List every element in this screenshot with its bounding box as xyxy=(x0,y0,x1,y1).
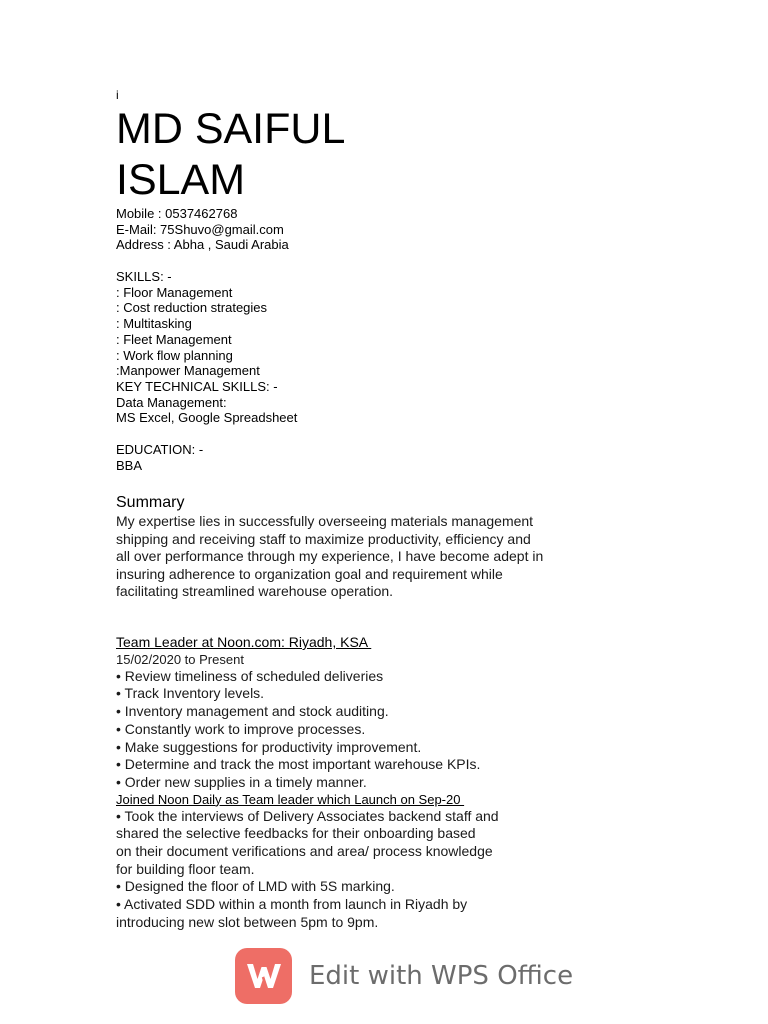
summary-body xyxy=(116,513,596,601)
technical-skill-item: Data Management: xyxy=(116,394,227,410)
skill-item: :Manpower Management xyxy=(116,363,260,379)
address-text: Address : Abha , Saudi Arabia xyxy=(116,237,289,253)
summary-line: My expertise lies in successfully overseeing materials management xyxy=(116,513,534,529)
job-bullet: • Determine and track the most important warehouse KPIs. xyxy=(116,756,481,773)
job-bullet: • Inventory management and stock auditing. xyxy=(116,703,389,720)
page-marker: i xyxy=(116,88,119,102)
skills-section xyxy=(116,269,297,426)
wps-logo-glyph xyxy=(245,961,283,991)
summary-line: insuring adherence to organization goal and requirement while xyxy=(116,565,503,582)
wps-edit-text[interactable]: Edit with WPS Office xyxy=(309,961,574,991)
job-bullet: • Constantly work to improve processes. xyxy=(116,720,366,737)
summary-title: Summary xyxy=(116,494,185,511)
job-bullet: • Make suggestions for productivity improvement. xyxy=(116,738,422,755)
wps-logo-icon[interactable] xyxy=(235,948,292,1004)
name-line-1: MD SAIFUL xyxy=(116,105,346,153)
candidate-name xyxy=(116,104,345,206)
job-sub-line: shared the selective feedbacks for their onboarding based xyxy=(116,825,476,842)
job-bullet: • Review timeliness of scheduled deliveries xyxy=(116,667,384,684)
experience-section xyxy=(116,634,586,932)
summary-line: all over performance through my experience, I have become adept in xyxy=(116,548,544,565)
skill-item: : Floor Management xyxy=(116,284,233,300)
wps-office-watermark[interactable] xyxy=(235,948,573,1004)
education-degree: BBA xyxy=(116,457,143,473)
job-sub-line: • Activated SDD within a month from launch in Riyadh by xyxy=(116,896,468,913)
job-sub-line: • Designed the floor of LMD with 5S marking. xyxy=(116,878,395,895)
skills-heading: SKILLS: - xyxy=(116,269,172,284)
job-sub-line: on their document verifications and area/ process knowledge xyxy=(116,843,493,860)
email-text: E-Mail: 75Shuvo@gmail.com xyxy=(116,221,284,237)
job-sub-line: introducing new slot between 5pm to 9pm. xyxy=(116,913,379,930)
education-section xyxy=(116,442,203,473)
contact-block xyxy=(116,206,289,253)
job-bullet: • Track Inventory levels. xyxy=(116,685,265,702)
summary-line: facilitating streamlined warehouse operation. xyxy=(116,583,394,600)
technical-skill-item: MS Excel, Google Spreadsheet xyxy=(116,410,298,426)
summary-line: shipping and receiving staff to maximize productivity, efficiency and xyxy=(116,530,531,547)
skill-item: : Multitasking xyxy=(116,316,192,332)
technical-skills-heading: KEY TECHNICAL SKILLS: - xyxy=(116,378,278,394)
skill-item: : Work flow planning xyxy=(116,347,233,363)
name-line-2: ISLAM xyxy=(116,156,246,204)
job-title: Team Leader at Noon.com: Riyadh, KSA xyxy=(116,634,372,650)
mobile-text: Mobile : 0537462768 xyxy=(116,206,238,221)
job-bullet: • Order new supplies in a timely manner. xyxy=(116,773,367,790)
skill-item: : Cost reduction strategies xyxy=(116,300,268,316)
education-heading: EDUCATION: - xyxy=(116,442,204,457)
job-subtitle: Joined Noon Daily as Team leader which Launch on Sep-20 xyxy=(116,791,465,807)
job-sub-line: for building floor team. xyxy=(116,860,255,877)
skill-item: : Fleet Management xyxy=(116,331,232,347)
job-sub-line: • Took the interviews of Delivery Associates backend staff and xyxy=(116,807,499,824)
job-dates: 15/02/2020 to Present xyxy=(116,651,244,667)
